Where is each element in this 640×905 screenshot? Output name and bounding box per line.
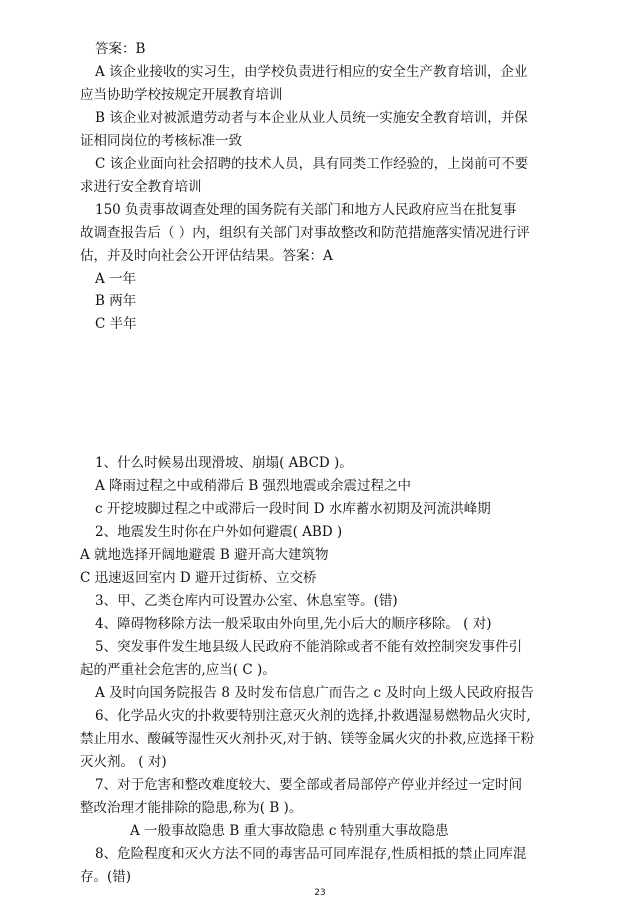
question-5-line-1: 5、突发事件发生地县级人民政府不能消除或者不能有效控制突发事件引 [95, 639, 523, 655]
question-7-line-2: 整改治理才能排除的隐患,称为( B )。 [80, 800, 303, 816]
question-6-line-2: 禁止用水、酸碱等湿性灭火剂扑灭,对于钠、镁等金属火灾的扑救,应选择干粉 [80, 731, 535, 747]
question-2: 2、地震发生时你在户外如何避震( ABD ) [95, 524, 343, 540]
question-8-line-1: 8、危险程度和灭火方法不同的毒害品可同库混存,性质相抵的禁止同库混 [95, 846, 527, 862]
option-b-line-1: B 该企业对被派遣劳动者与本企业从业人员统一实施安全教育培训，并保 [95, 110, 528, 126]
question-5-line-2: 起的严重社会危害的,应当( C )。 [80, 662, 276, 678]
question-150-line-3: 估，并及时向社会公开评估结果。答案：A [80, 248, 333, 264]
question-2-options-2: C 迅速返回室内 D 避开过街桥、立交桥 [80, 570, 317, 586]
option-c-line-1: C 该企业面向社会招聘的技术人员，具有同类工作经验的，上岗前可不要 [95, 156, 529, 172]
question-1-options-2: c 开挖坡脚过程之中或滞后一段时间 D 水库蓄水初期及河流洪峰期 [95, 501, 491, 517]
option-c-line-2: 求进行安全教育培训 [80, 179, 202, 195]
question-5-options: A 及时向国务院报告 8 及时发布信息广而告之 c 及时向上级人民政府报告 [95, 685, 534, 701]
previous-answer: 答案：B [95, 41, 146, 57]
option-a-line-2: 应当协助学校按规定开展教育培训 [80, 87, 283, 103]
question-150-option-b: B 两年 [95, 293, 137, 309]
question-6-line-1: 6、化学品火灾的扑救要特别注意灭火剂的选择,扑救遇湿易燃物品火灾时, [95, 708, 531, 724]
question-2-options-1: A 就地选择开阔地避震 B 避开高大建筑物 [80, 547, 329, 563]
question-3: 3、甲、乙类仓库内可设置办公室、休息室等。(错) [95, 593, 398, 609]
option-a-line-1: A 该企业接收的实习生，由学校负责进行相应的安全生产教育培训，企业 [95, 64, 528, 80]
question-8-line-2: 存。(错) [80, 869, 132, 885]
question-150-line-1: 150 负责事故调查处理的国务院有关部门和地方人民政府应当在批复事 [95, 202, 517, 218]
question-4: 4、障碍物移除方法一般采取由外向里,先小后大的顺序移除。 ( 对) [95, 616, 492, 632]
option-b-line-2: 证相同岗位的考核标准一致 [80, 133, 242, 149]
question-1: 1、什么时候易出现滑坡、崩塌( ABCD )。 [95, 455, 353, 471]
question-7-line-1: 7、对于危害和整改难度较大、要全部或者局部停产停业并经过一定时间 [95, 777, 523, 793]
page-number: 23 [314, 888, 326, 898]
question-150-option-c: C 半年 [95, 316, 137, 332]
question-150-line-2: 故调查报告后（ ）内，组织有关部门对事故整改和防范措施落实情况进行评 [80, 225, 530, 241]
question-150-option-a: A 一年 [95, 271, 137, 287]
question-1-options-1: A 降雨过程之中或稍滞后 B 强烈地震或余震过程之中 [95, 478, 412, 494]
question-6-line-3: 灭火剂。 ( 对) [80, 754, 167, 770]
question-7-options: A 一般事故隐患 B 重大事故隐患 c 特别重大事故隐患 [130, 823, 449, 839]
